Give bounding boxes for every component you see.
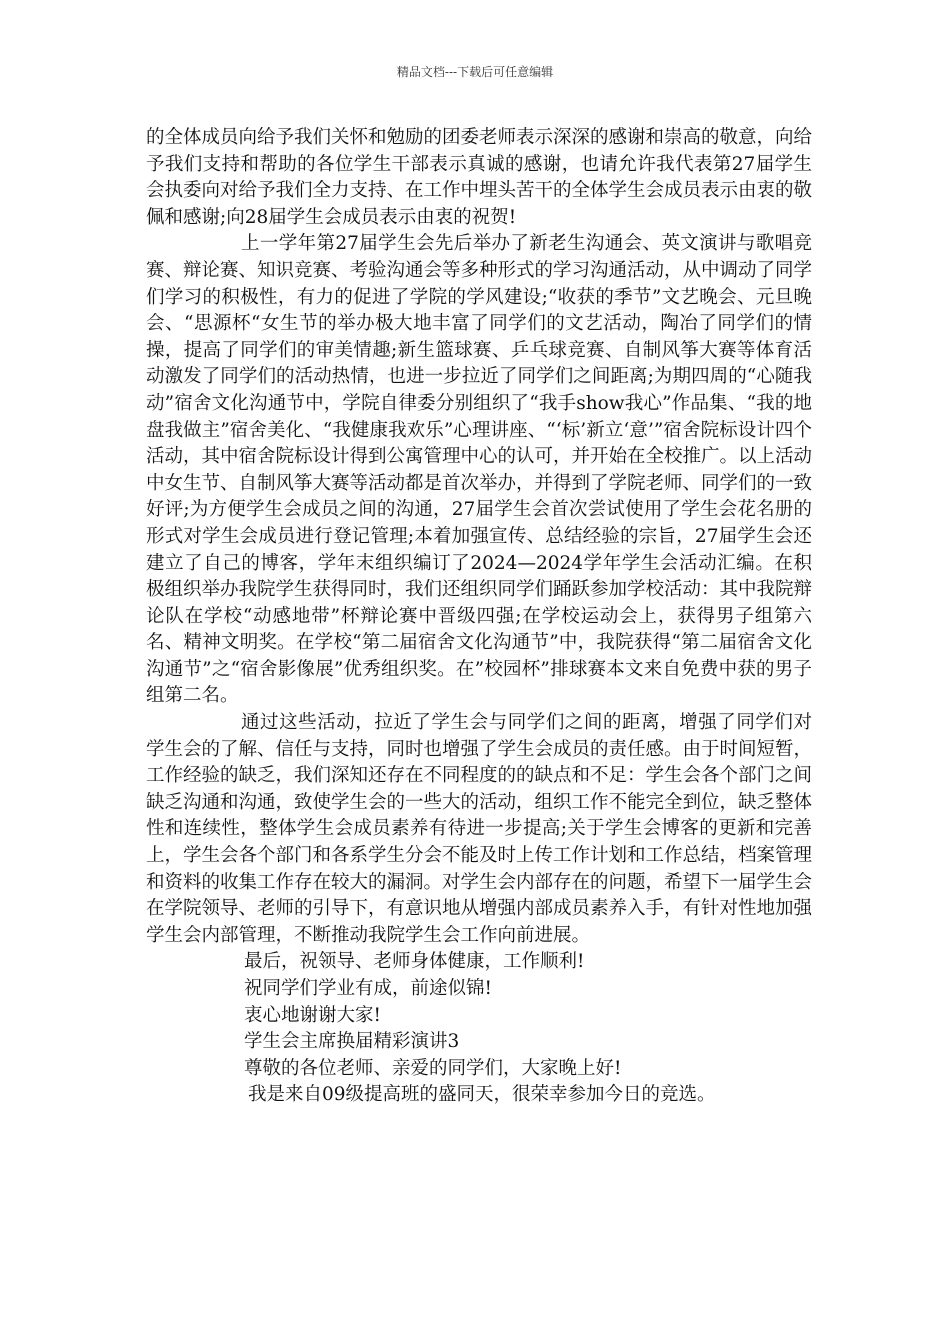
paragraph-2: 上一学年第27届学生会先后举办了新老生沟通会、英文演讲与歌唱竞赛、辩论赛、知识竞赛、考验沟通会等多种形式的学习沟通活动，从中调动了同学们学习的积极性，有力的促进了学院的学风建设;“收获的季节”文艺晚会、元旦晚会、“思源杯“女生节的举办极大地丰富了同学们的文艺活动，陶冶了同学们的情操，提高了同学们的审美情趣;新生篮球赛、乒乓球竞赛、自制风筝大赛等体育活动激发了同学们的活动热情，也进一步拉近了同学们之间距离;为期四周的“心随我动”宿舍文化沟通节中，学院自律委分别组织了“我手show我心”作品集、“我的地盘我做主”宿舍美化、“我健康我欢乐”心理讲座、“‘标’新立‘意’”宿舍院标设计四个活动，其中宿舍院标设计得到公寓管理中心的认可，并开始在全校推广。以上活动中女生节、自制风筝大赛等活动都是首次举办，并得到了学院老师、同学们的一致好评;为方便学生会成员之间的沟通，27届学生会首次尝试使用了学生会花名册的形式对学生会成员进行登记管理;本着加强宣传、总结经验的宗旨，27届学生会还建立了自己的博客，学年末组织编订了2024—2024学年学生会活动汇编。在积极组织举办我院学生获得同时，我们还组织同学们踊跃参加学校活动：其中我院辩论队在学校“动感地带”杯辩论赛中晋级四强;在学校运动会上，获得男子组第六名、精神文明奖。在学校“第二届宿舍文化沟通节”中，我院获得“第二届宿舍文化沟通节”之“宿舍影像展”优秀组织奖。在”校园杯”排球赛本文来自免费中获的男子组第二名。	[146, 233, 813, 707]
greeting-line: 尊敬的各位老师、亲爱的同学们，大家晚上好!	[244, 1057, 622, 1079]
closing-line-2: 祝同学们学业有成，前途似锦!	[244, 978, 492, 999]
paragraph-1: 的全体成员向给予我们关怀和勉励的团委老师表示深深的感谢和崇高的敬意，向给予我们支持和帮助的各位学生干部表示真诚的感谢，也请允许我代表第27届学生会执委向对给予我们全力支持、在工作中埋头苦干的全体学生会成员表示由衷的敬佩和感谢;向28届学生会成员表示由衷的祝贺!	[146, 127, 813, 228]
paragraph-3: 通过这些活动，拉近了学生会与同学们之间的距离，增强了同学们对学生会的了解、信任与支持，同时也增强了学生会成员的责任感。由于时间短暂，工作经验的缺乏，我们深知还存在不同程度的的缺点和不足：学生会各个部门之间缺乏沟通和沟通，致使学生会的一些大的活动，组织工作不能完全到位，缺乏整体性和连续性，整体学生会成员素养有待进一步提高;关于学生会博客的更新和完善上，学生会各个部门和各系学生分会不能及时上传工作计划和工作总结，档案管理和资料的收集工作存在较大的漏洞。对学生会内部存在的问题，希望下一届学生会在学院领导、老师的引导下，有意识地从增强内部成员素养入手，有针对性地加强学生会内部管理，不断推动我院学生会工作向前进展。	[146, 712, 813, 946]
document-body	[146, 125, 812, 1109]
speech-title: 学生会主席换届精彩演讲3	[244, 1031, 460, 1053]
closing-line-1: 最后，祝领导、老师身体健康，工作顺利!	[244, 951, 585, 973]
closing-line-3: 衷心地谢谢大家!	[244, 1004, 381, 1026]
page-header: 精品文档---下载后可任意编辑	[396, 65, 554, 79]
intro-line: 我是来自09级提高班的盛同天，很荣幸参加今日的竞选。	[248, 1084, 716, 1106]
